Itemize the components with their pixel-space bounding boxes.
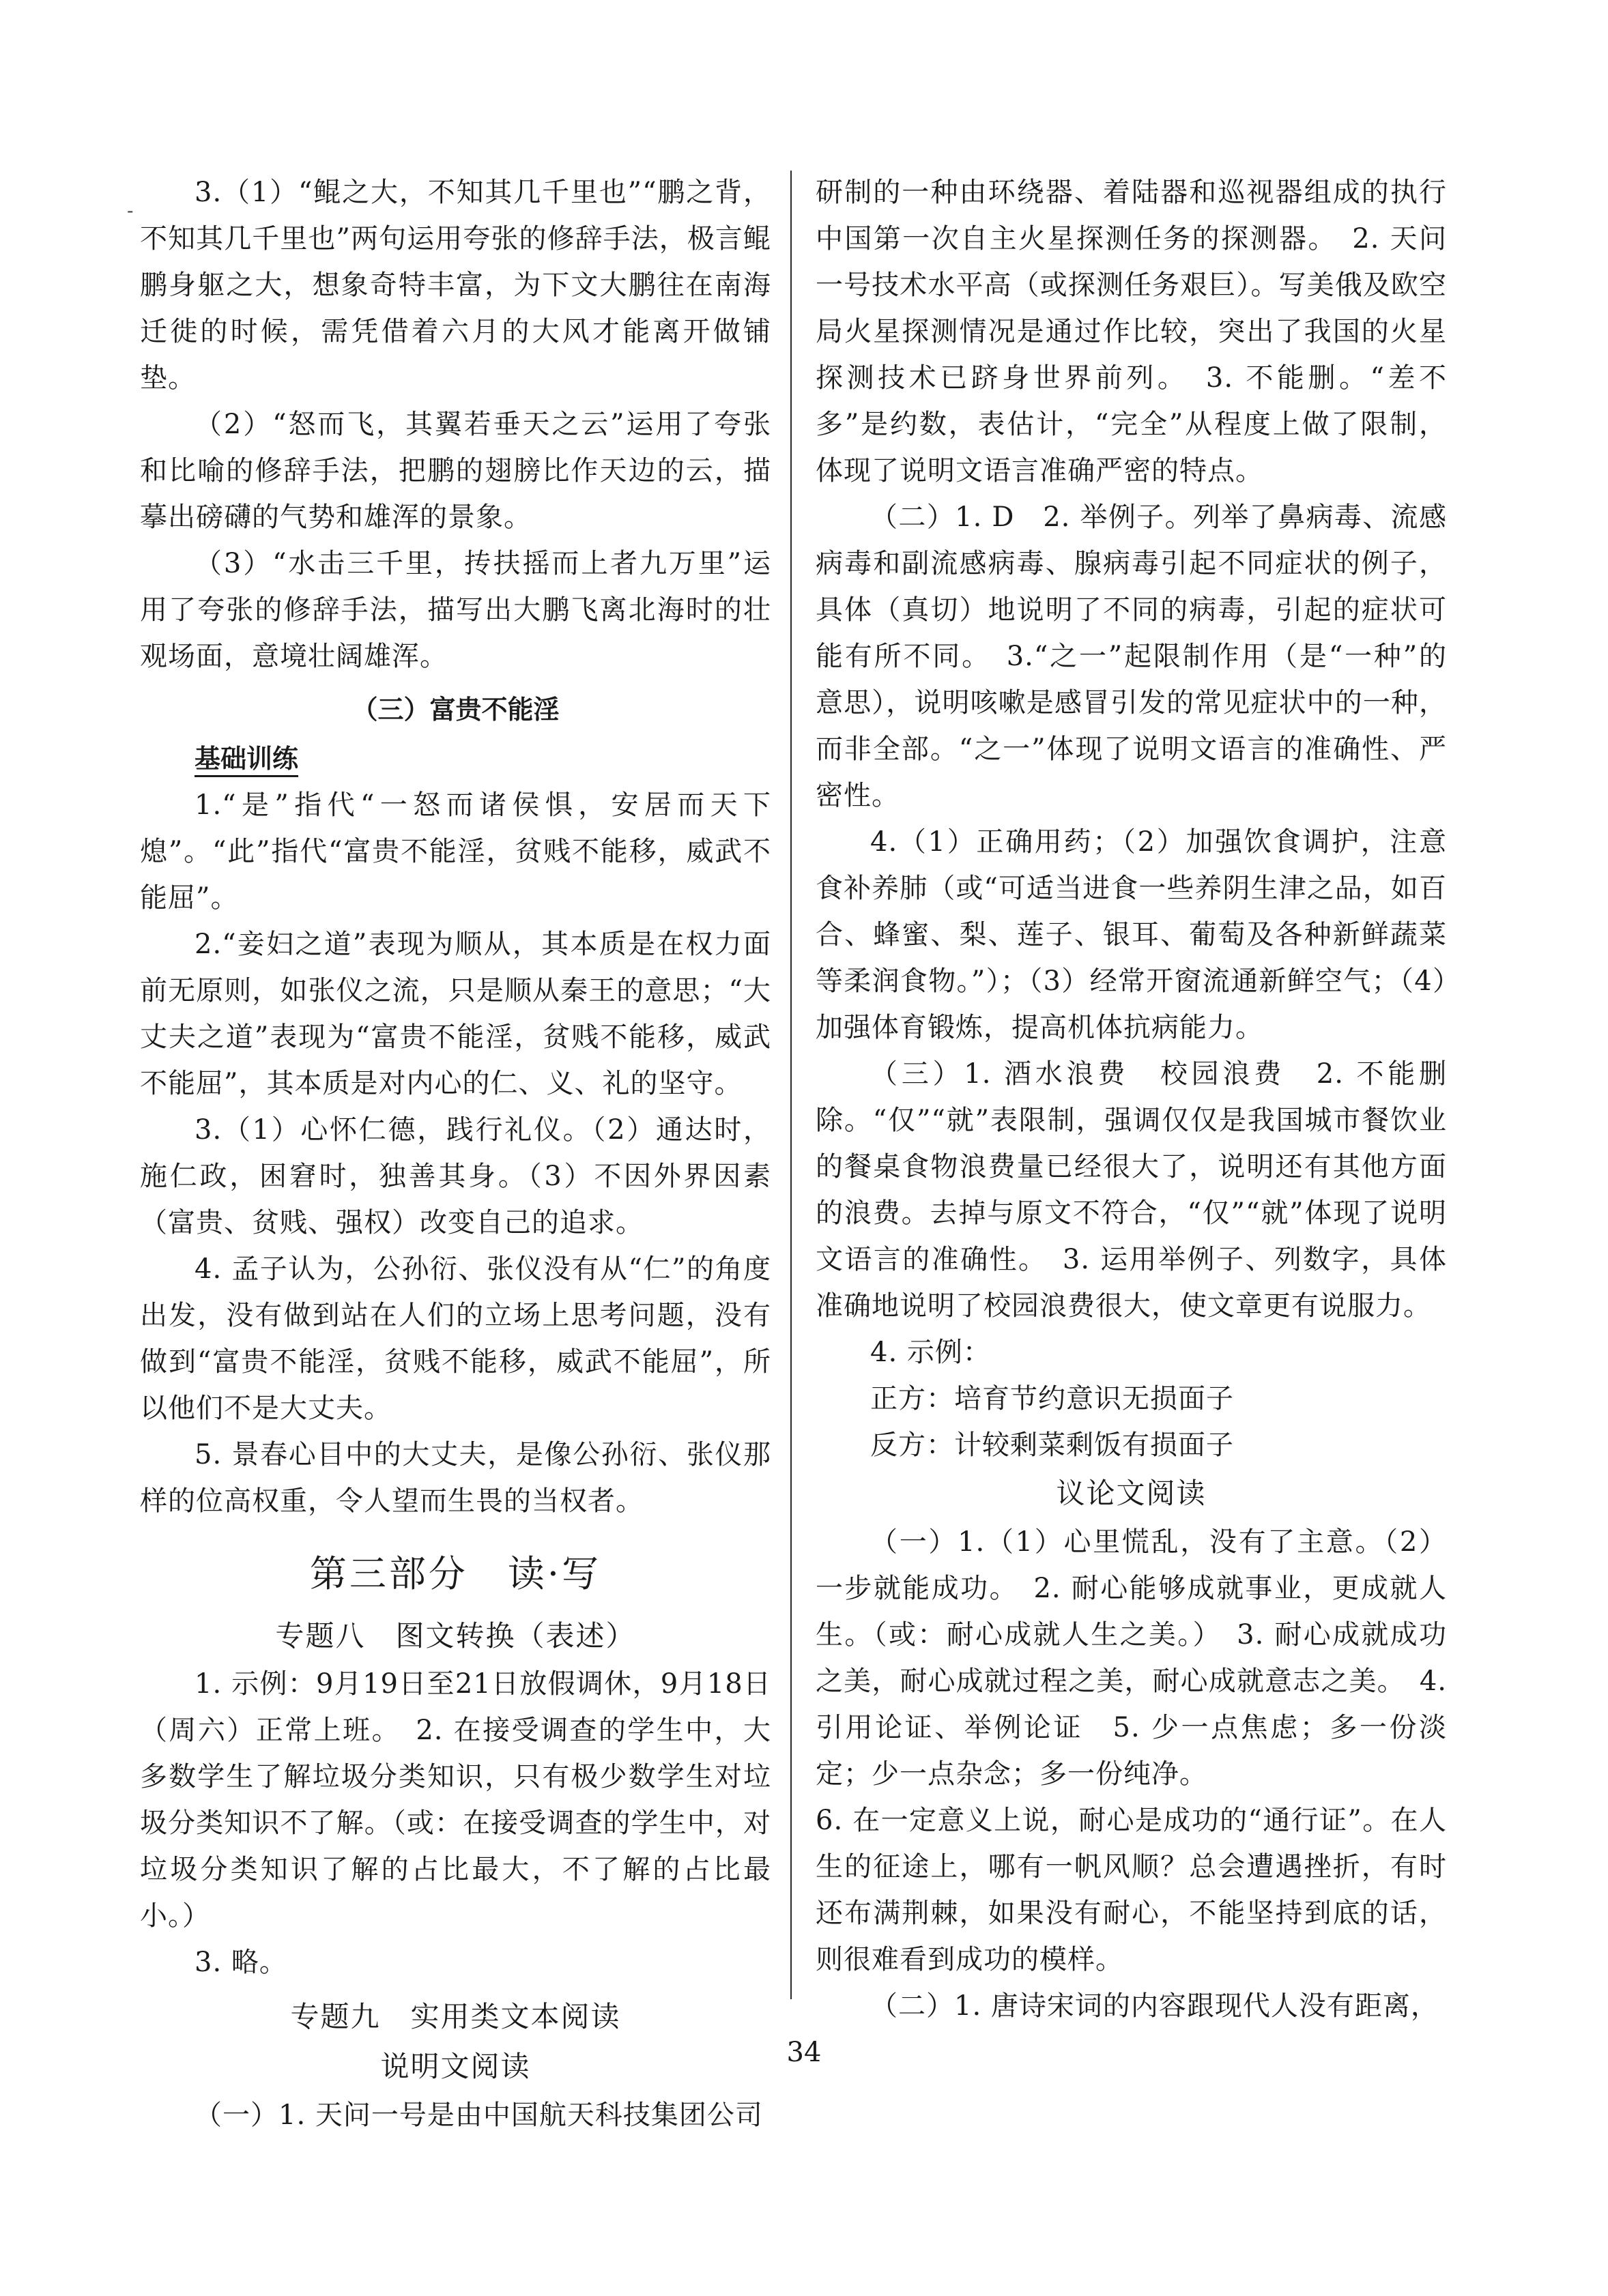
answer-paragraph: （一）1. 天问一号是由中国航天科技集团公司 <box>195 2099 763 2131</box>
margin-mark: - <box>127 199 134 222</box>
part-title: 第三部分 读·写 <box>309 1552 602 1595</box>
topic-title: 专题八 图文转换（表述） <box>275 1619 636 1653</box>
answer-paragraph: 正方：培育节约意识无损面子 <box>870 1383 1234 1414</box>
answer-paragraph: （2）“怒而飞，其翼若垂天之云”运用了夸张和比喻的修辞手法，把鹏的翅膀比作天边的云，描摹出磅礴的气势和雄浑的景象。 <box>140 409 771 533</box>
left-column <box>140 169 771 2138</box>
answer-paragraph: 3.（1）心怀仁德，践行礼仪。（2）通达时，施仁政，困窘时，独善其身。（3）不因外界因素（富贵、贫贱、强权）改变自己的追求。 <box>140 1114 771 1238</box>
answer-paragraph: （3）“水击三千里，抟扶摇而上者九万里”运用了夸张的修辞手法，描写出大鹏飞离北海时的壮观场面，意境壮阔雄浑。 <box>140 548 771 672</box>
answer-paragraph: 5. 景春心目中的大丈夫，是像公孙衍、张仪那样的位高权重，令人望而生畏的当权者。 <box>140 1439 771 1517</box>
column-divider <box>790 171 792 1999</box>
answer-paragraph: 4. 示例： <box>870 1337 991 1368</box>
answer-paragraph: （一）1.（1）心里慌乱，没有了主意。（2）一步就能成功。 2. 耐心能够成就事业，更成就人生。（或：耐心成就人生之美。） 3. 耐心成就成功之美，耐心成就过程之美，耐心成就意志之美。 4. 引用论证、举例论证 5. 少一点焦虑；多一份淡定；少一点杂念；多一份纯净。 <box>816 1526 1447 1790</box>
page-number: 34 <box>786 2037 822 2068</box>
answer-paragraph: 1.“是”指代“一怒而诸侯惧，安居而天下熄”。“此”指代“富贵不能淫，贫贱不能移，威武不能屈”。 <box>140 789 771 914</box>
answer-paragraph: 研制的一种由环绕器、着陆器和巡视器组成的执行中国第一次自主火星探测任务的探测器。 2. 天问一号技术水平高（或探测任务艰巨）。写美俄及欧空局火星探测情况是通过作比较，突出了我国的火星探测技术已跻身世界前列。 3. 不能删。“差不多”是约数，表估计，“完全”从程度上做了限制，体现了说明文语言准确严密的特点。 <box>816 177 1447 486</box>
answer-paragraph: 4.（1）正确用药；（2）加强饮食调护，注意食补养肺（或“可适当进食一些养阴生津之品，如百合、蜂蜜、梨、莲子、银耳、葡萄及各种新鲜蔬菜等柔润食物。”）；（3）经常开窗流通新鲜空气；（4）加强体育锻炼，提高机体抗病能力。 <box>816 826 1447 1043</box>
answer-paragraph: 4. 孟子认为，公孙衍、张仪没有从“仁”的角度出发，没有做到站在人们的立场上思考问题，没有做到“富贵不能淫，贫贱不能移，威武不能屈”，所以他们不是大丈夫。 <box>140 1253 771 1424</box>
subsection-heading <box>195 738 771 779</box>
right-column <box>816 169 1447 2029</box>
answer-paragraph: （二）1. 唐诗宋词的内容跟现代人没有距离， <box>870 1990 1439 2022</box>
answer-paragraph: 反方：计较剩菜剩饭有损面子 <box>870 1429 1234 1461</box>
answer-paragraph: 3.（1）“鲲之大，不知其几千里也”“鹏之背，不知其几千里也”两句运用夸张的修辞手法，极言鲲鹏身躯之大，想象奇特丰富，为下文大鹏往在南海迁徙的时候，需凭借着六月的大风才能离开做铺垫。 <box>140 177 771 394</box>
answer-paragraph: （三）1. 酒水浪费 校园浪费 2. 不能删除。“仅”“就”表限制，强调仅仅是我国城市餐饮业的餐桌食物浪费量已经很大了，说明还有其他方面的浪费。去掉与原文不符合，“仅”“就”体现了说明文语言的准确性。 3. 运用举例子、列数字，具体准确地说明了校园浪费很大，使文章更有说服力。 <box>816 1058 1447 1322</box>
answer-paragraph: 6. 在一定意义上说，耐心是成功的“通行证”。在人生的征途上，哪有一帆风顺？总会遭遇挫折，有时还布满荆棘，如果没有耐心，不能坚持到底的话，则很难看到成功的模样。 <box>816 1805 1447 1975</box>
section-heading: （三）富贵不能淫 <box>351 695 560 725</box>
genre-title: 说明文阅读 <box>380 2050 531 2083</box>
answer-paragraph: 1. 示例：9月19日至21日放假调休，9月18日（周六）正常上班。 2. 在接受调查的学生中，大多数学生了解垃圾分类知识，只有极少数学生对垃圾分类知识不了解。（或：在接受调查的学生中，对垃圾分类知识了解的占比最大，不了解的占比最小。） <box>140 1668 771 1932</box>
topic-title: 专题九 实用类文本阅读 <box>290 2000 621 2033</box>
answer-paragraph: （二）1. D 2. 举例子。列举了鼻病毒、流感病毒和副流感病毒、腺病毒引起不同症状的例子，具体（真切）地说明了不同的病毒，引起的症状可能有所不同。 3.“之一”起限制作用（是“一种”的意思），说明咳嗽是感冒引发的常见症状中的一种，而非全部。“之一”体现了说明文语言的准确性、严密性。 <box>816 502 1447 811</box>
answer-paragraph: 2.“妾妇之道”表现为顺从，其本质是在权力面前无原则，如张仪之流，只是顺从秦王的意思；“大丈夫之道”表现为“富贵不能淫，贫贱不能移，威武不能屈”，其本质是对内心的仁、义、礼的坚守。 <box>140 929 771 1099</box>
genre-title: 议论文阅读 <box>1056 1477 1207 1510</box>
basic-training-label: 基础训练 <box>195 744 298 777</box>
answer-paragraph: 3. 略。 <box>195 1947 287 1978</box>
